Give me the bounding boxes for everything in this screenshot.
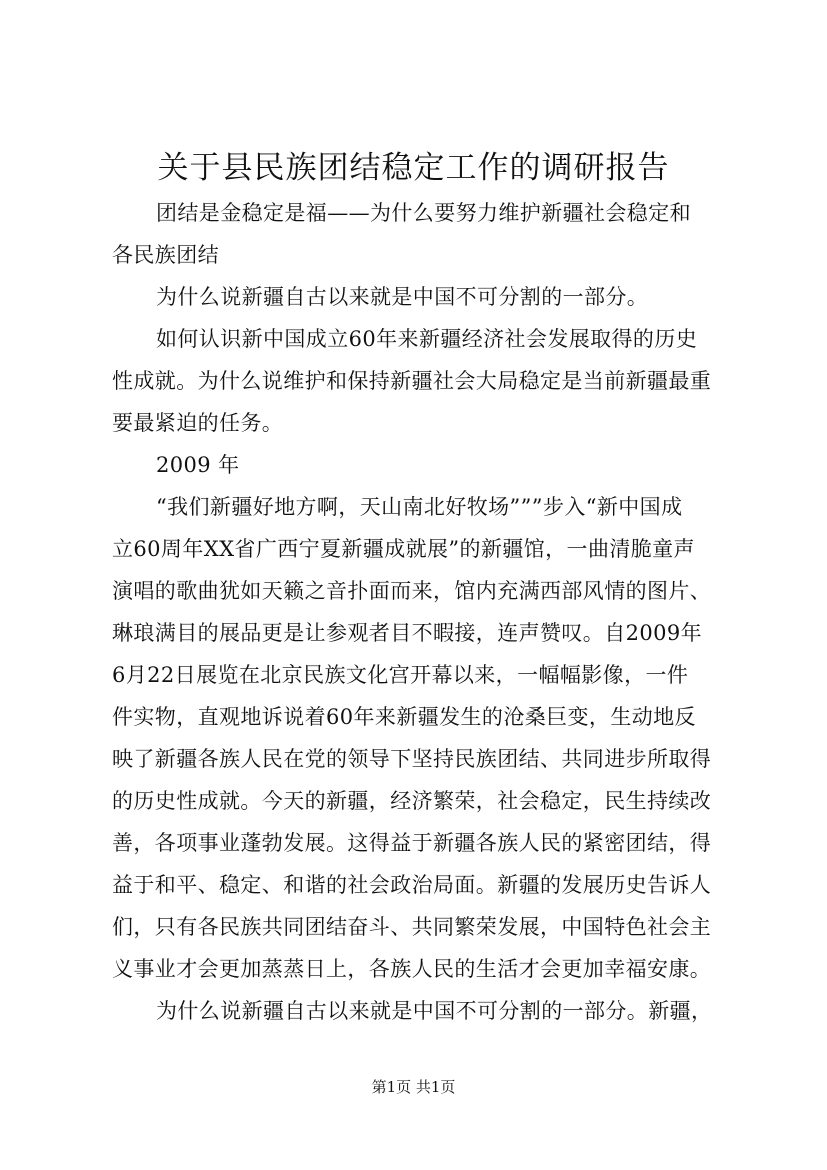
paragraph-1-line-2: 各民族团结 [112, 243, 219, 267]
paragraph-3-line-1: 如何认识新中国成立60年来新疆经济社会发展取得的历史 [156, 327, 698, 351]
paragraph-5-line-1: “我们新疆好地方啊，天山南北好牧场”””步入“新中国成 [156, 495, 683, 519]
paragraph-4-line-1: 2009 年 [156, 453, 240, 477]
paragraph-5-line-11: 们，只有各民族共同团结奋斗、共同繁荣发展，中国特色社会主 [112, 915, 712, 939]
paragraph-2-line-1: 为什么说新疆自古以来就是中国不可分割的一部分。 [156, 285, 649, 309]
paragraph-3-line-2: 性成就。为什么说维护和保持新疆社会大局稳定是当前新疆最重 [112, 369, 712, 393]
paragraph-5-line-12: 义事业才会更加蒸蒸日上，各族人民的生活才会更加幸福安康。 [112, 957, 712, 981]
paragraph-1-line-1: 团结是金稳定是福——为什么要努力维护新疆社会稳定和 [156, 201, 691, 225]
paragraph-5-line-4: 琳琅满目的展品更是让参观者目不暇接，连声赞叹。自2009年 [112, 621, 703, 645]
paragraph-5-line-8: 的历史性成就。今天的新疆，经济繁荣，社会稳定，民生持续改 [112, 789, 712, 813]
paragraph-6-line-1: 为什么说新疆自古以来就是中国不可分割的一部分。新疆， [156, 999, 713, 1023]
paragraph-5-line-10: 益于和平、稳定、和谐的社会政治局面。新疆的发展历史告诉人 [112, 873, 712, 897]
paragraph-3-line-3: 要最紧迫的任务。 [112, 411, 284, 435]
document-title: 关于县民族团结稳定工作的调研报告 [157, 150, 670, 186]
paragraph-5-line-6: 件实物，直观地诉说着60年来新疆发生的沧桑巨变，生动地反 [112, 705, 696, 729]
paragraph-5-line-7: 映了新疆各族人民在党的领导下坚持民族团结、共同进步所取得 [112, 747, 712, 771]
paragraph-5-line-5: 6月22日展览在北京民族文化宫开幕以来，一幅幅影像，一件 [112, 663, 689, 687]
paragraph-5-line-9: 善，各项事业蓬勃发展。这得益于新疆各族人民的紧密团结，得 [112, 831, 712, 855]
paragraph-5-line-2: 立60周年XX省广西宁夏新疆成就展”的新疆馆，一曲清脆童声 [112, 537, 695, 561]
page-footer: 第1页 共1页 [371, 1078, 456, 1096]
paragraph-5-line-3: 演唱的歌曲犹如天籁之音扑面而来，馆内充满西部风情的图片、 [112, 579, 712, 603]
